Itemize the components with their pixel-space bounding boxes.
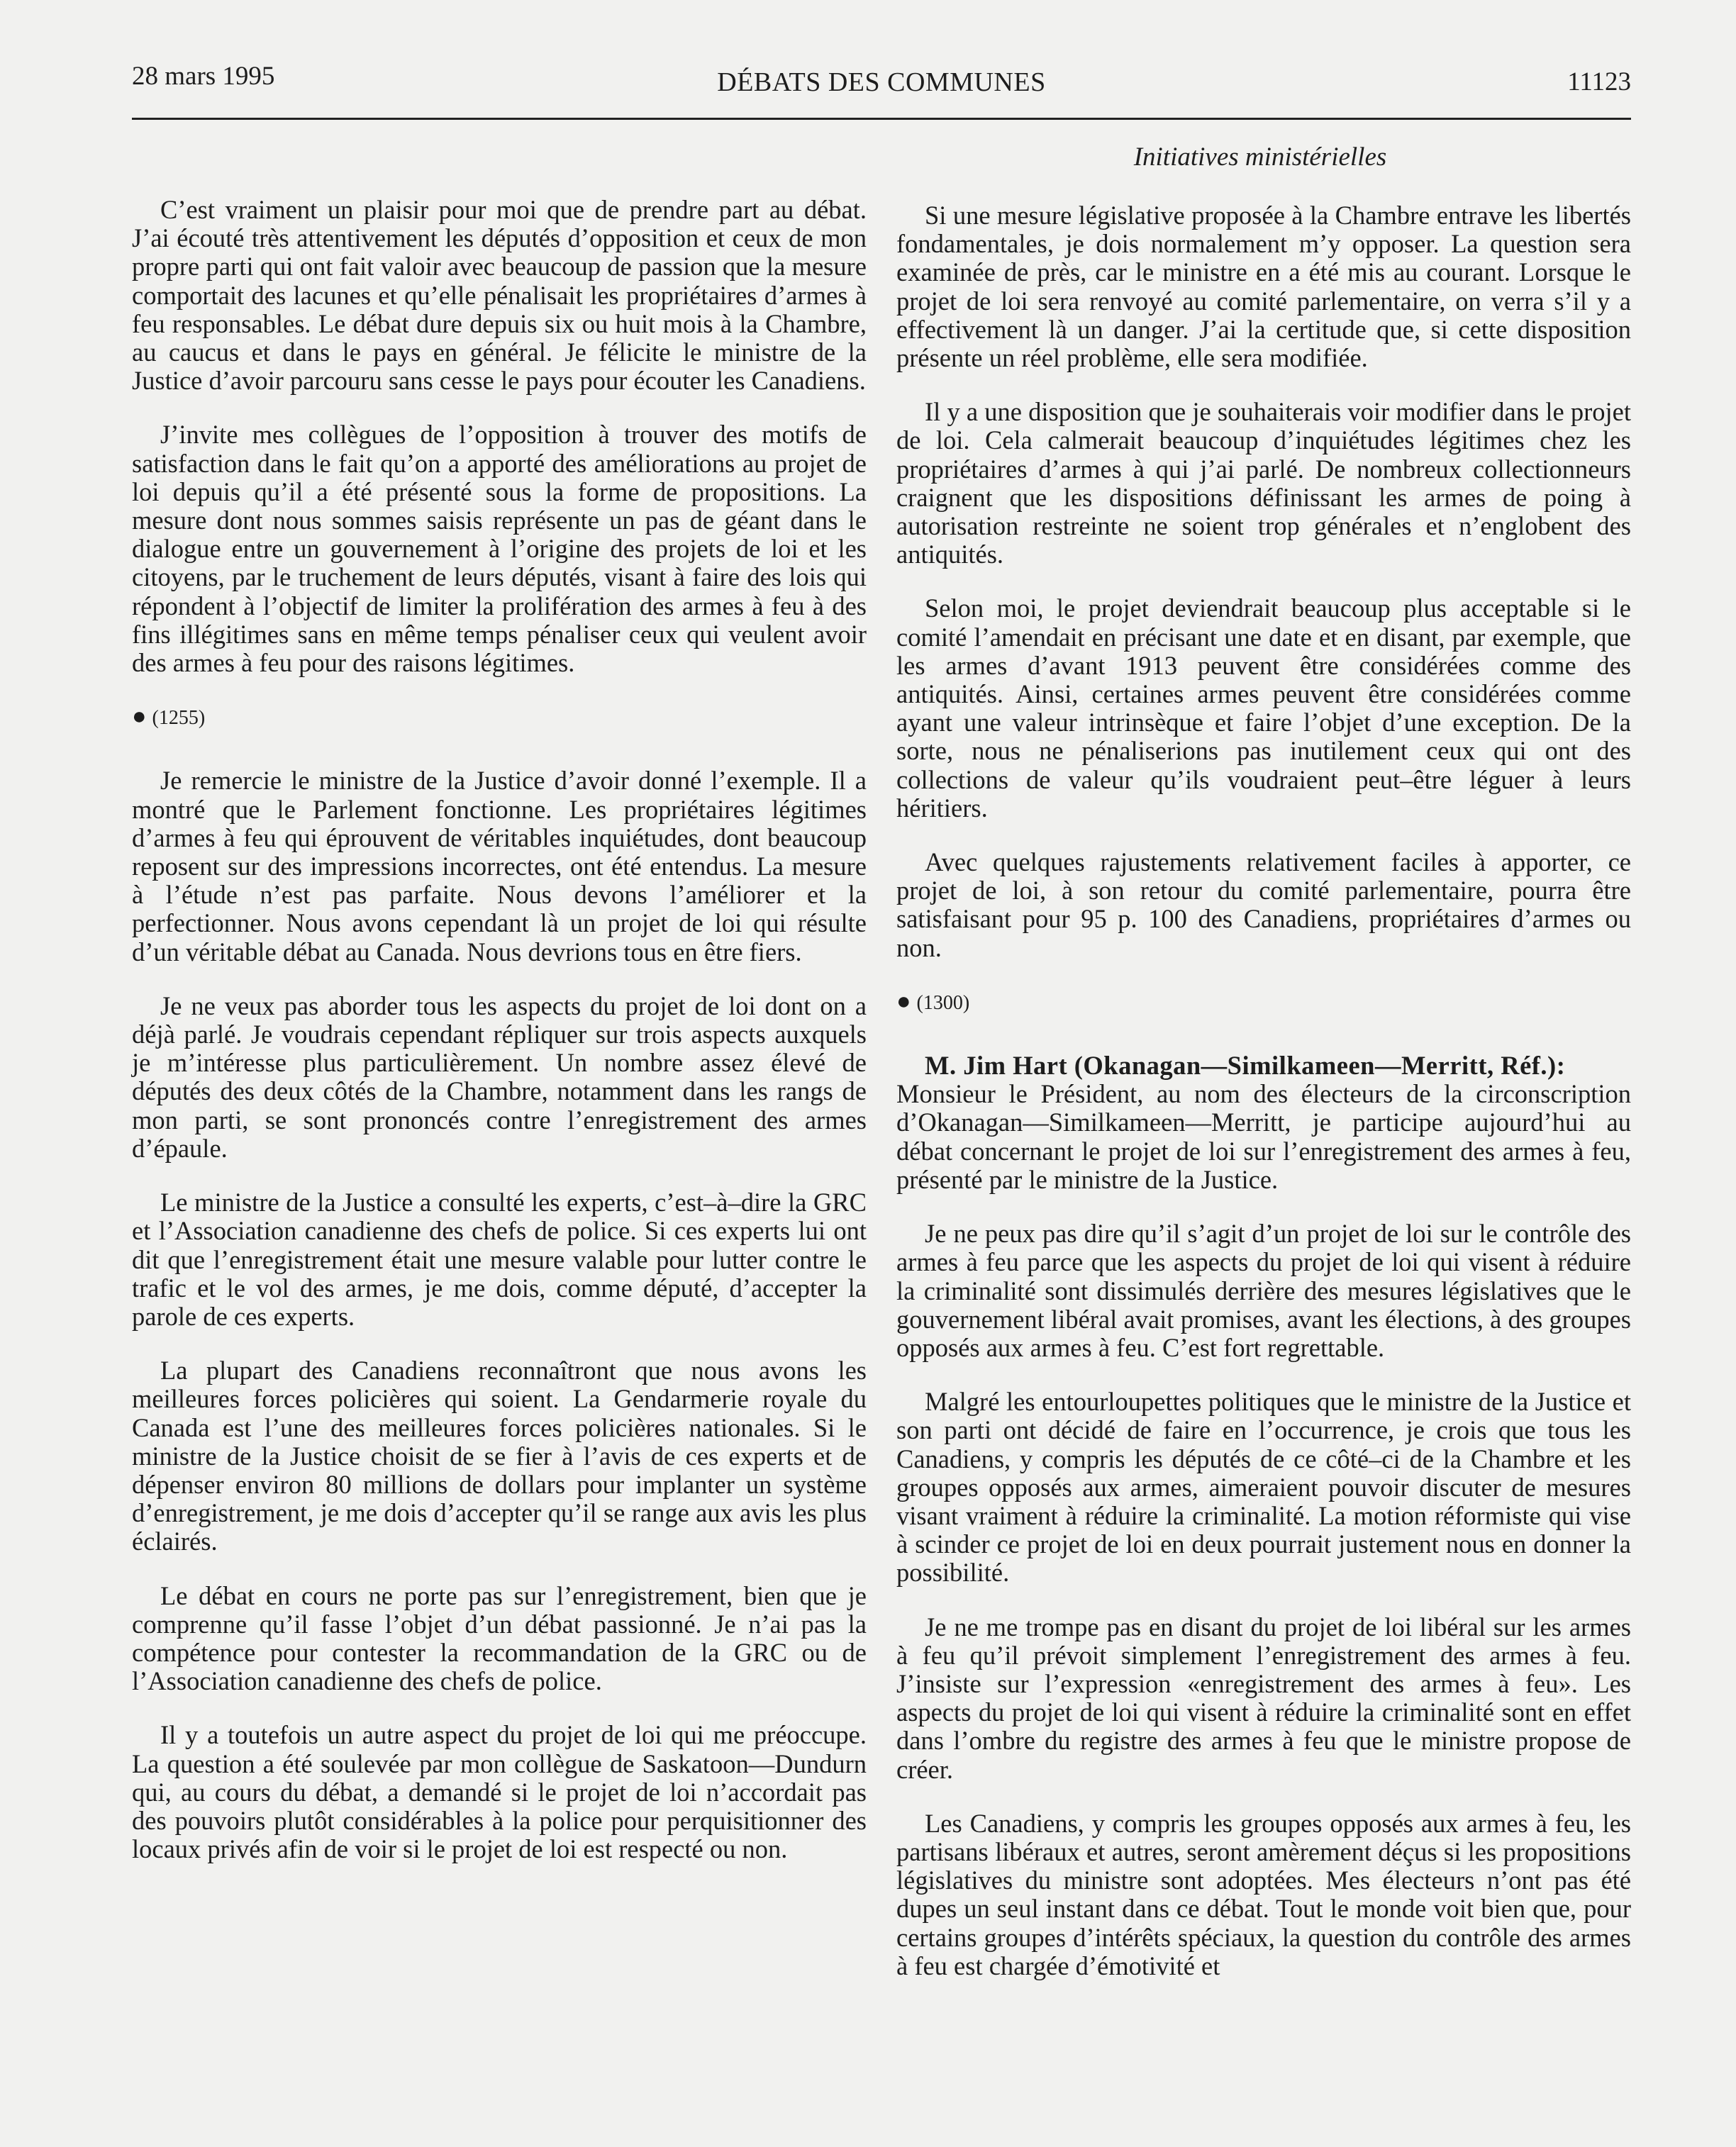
- speech-text: Monsieur le Président, au nom des électeurs de la circonscription d’Okanagan—Similkameen—Merritt, je participe aujourd’hui au débat concernant le projet de loi sur l’enregistrement des armes à feu, présenté par le ministre de la Justice.: [896, 1079, 1631, 1194]
- bullet-icon: ●: [896, 988, 911, 1015]
- paragraph: Je remercie le ministre de la Justice d’avoir donné l’exemple. Il a montré que le Parlement fonctionne. Les propriétaires légitimes d’armes à feu qui éprouvent de véritables inquiétudes, dont beaucoup reposent sur des impressions incorrectes, ont été entendus. La mesure à l’étude n’est pas parfaite. Nous devons l’améliorer et la perfectionner. Nous avons cependant là un projet de loi qui résulte d’un véritable débat au Canada. Nous devrions tous en être fiers.: [132, 766, 867, 966]
- paragraph: Je ne peux pas dire qu’il s’agit d’un projet de loi sur le contrôle des armes à feu parce que les aspects du projet de loi qui visent à réduire la criminalité sont dissimulés derrière des mesures législatives que le gouvernement libéral avait promises, avant les élections, à des groupes opposés aux armes à feu. C’est fort regrettable.: [896, 1219, 1631, 1362]
- paragraph: Si une mesure législative proposée à la Chambre entrave les libertés fondamentales, je dois normalement m’y opposer. La question sera examinée de près, car le ministre en a été mis au courant. Lorsque le projet de loi sera renvoyé au comité parlementaire, on verra s’il y a effectivement là un danger. J’ai la certitude que, si cette disposition présente un réel problème, elle sera modifiée.: [896, 201, 1631, 373]
- paragraph: Les Canadiens, y compris les groupes opposés aux armes à feu, les partisans libéraux et autres, seront amèrement déçus si les propositions législatives du ministre sont adoptées. Mes électeurs n’ont pas été dupes un seul instant dans ce débat. Tout le monde voit bien que, pour certains groupes d’intérêts spéciaux, la question du contrôle des armes à feu est chargée d’émotivité et: [896, 1808, 1631, 1980]
- paragraph: C’est vraiment un plaisir pour moi que de prendre part au débat. J’ai écouté très attentivement les députés d’opposition et ceux de mon propre parti qui ont fait valoir avec beaucoup de passion que la mesure comportait des lacunes et qu’elle pénalisait les propriétaires d’armes à feu responsables. Le débat dure depuis six ou huit mois à la Chambre, au caucus et dans le pays en général. Je félicite le ministre de la Justice d’avoir parcouru sans cesse le pays pour écouter les Canadiens.: [132, 195, 867, 396]
- header-date: 28 mars 1995: [132, 62, 275, 91]
- paragraph: Je ne me trompe pas en disant du projet de loi libéral sur les armes à feu qu’il prévoit simplement l’enregistrement des armes à feu. J’insiste sur l’expression «enregistrement des armes à feu». Les aspects du projet de loi qui visent à réduire la criminalité sont en effet dans l’ombre du registre des armes à feu que le ministre propose de créer.: [896, 1612, 1631, 1784]
- right-column: [896, 201, 1631, 2006]
- paragraph: Le débat en cours ne porte pas sur l’enregistrement, bien que je comprenne qu’il fasse l’objet d’un débat passionné. Je n’ai pas la compétence pour contester la recommandation de la GRC ou de l’Association canadienne des chefs de police.: [132, 1580, 867, 1696]
- paragraph: La plupart des Canadiens reconnaîtront que nous avons les meilleures forces policières qui soient. La Gendarmerie royale du Canada est l’une des meilleures forces policières nationales. Si le ministre de la Justice choisit de se fier à l’avis de ces experts et de dépenser environ 80 millions de dollars pour implanter un système d’enregistrement, je me dois d’accepter qu’il se range aux avis les plus éclairés.: [132, 1356, 867, 1556]
- bullet-icon: ●: [132, 703, 147, 730]
- header-rule: [132, 118, 1631, 120]
- paragraph: Il y a toutefois un autre aspect du projet de loi qui me préoccupe. La question a été soulevée par mon collègue de Saskatoon—Dundurn qui, au cours du débat, a demandé si le projet de loi n’accordait pas des pouvoirs plutôt considérables à la police pour perquisitionner des locaux privés afin de voir si le projet de loi est respecté ou non.: [132, 1720, 867, 1864]
- header-page-number: 11123: [1567, 67, 1631, 96]
- left-column: [132, 196, 867, 1889]
- paragraph: Malgré les entourloupettes politiques que le ministre de la Justice et son parti ont décidé de faire en l’occurrence, je crois que tous les Canadiens, y compris les députés de ce côté–ci de la Chambre et les groupes opposés aux armes, aimeraient pouvoir discuter de mesures visant vraiment à réduire la criminalité. La motion réformiste qui vise à scinder ce projet de loi en deux pourrait justement nous en donner la possibilité.: [896, 1387, 1631, 1588]
- speech-paragraph: [896, 1052, 1631, 1194]
- paragraph: Selon moi, le projet deviendrait beaucoup plus acceptable si le comité l’amendait en précisant une date et en disant, par exemple, que les armes d’avant 1913 peuvent être considérées comme des antiquités. Ainsi, certaines armes peuvent être considérées comme ayant une valeur intrinsèque et faire l’objet d’une exception. De la sorte, nous ne pénaliserions pas inutilement ceux qui ont des collections de valeur qu’ils voudraient peut–être léguer à leurs héritiers.: [896, 593, 1631, 822]
- page-header: [132, 61, 1631, 111]
- paragraph: Il y a une disposition que je souhaiterais voir modifier dans le projet de loi. Cela calmerait beaucoup d’inquiétudes légitimes chez les propriétaires d’armes à qui j’ai parlé. De nombreux collectionneurs craignent que les dispositions définissant les armes de poing à autorisation restreinte ne soient trop générales et n’englobent des antiquités.: [896, 397, 1631, 569]
- header-title: DÉBATS DES COMMUNES: [717, 67, 1046, 97]
- speaker-name: M. Jim Hart (Okanagan—Similkameen—Merritt, Réf.):: [925, 1051, 1566, 1081]
- time-marker-label: (1255): [152, 707, 206, 730]
- paragraph: Le ministre de la Justice a consulté les experts, c’est–à–dire la GRC et l’Association canadienne des chefs de police. Si ces experts lui ont dit que l’enregistrement était une mesure valable pour lutter contre le trafic et le vol des armes, je me dois, comme député, d’accepter la parole de ces experts.: [132, 1188, 867, 1331]
- paragraph: Avec quelques rajustements relativement faciles à apporter, ce projet de loi, à son retour du comité parlementaire, pourra être satisfaisant pour 95 p. 100 des Canadiens, propriétaires d’armes ou non.: [896, 847, 1631, 962]
- time-marker: [896, 988, 1631, 1017]
- section-label: Initiatives ministérielles: [1133, 143, 1387, 172]
- time-marker-label: (1300): [916, 991, 970, 1014]
- paragraph: J’invite mes collègues de l’opposition à trouver des motifs de satisfaction dans le fait qu’on a apporté des améliorations au projet de loi depuis qu’il a été présenté sous la forme de propositions. La mesure dont nous sommes saisis représente un pas de géant dans le dialogue entre un gouvernement à l’origine des projets de loi et les citoyens, par le truchement de leurs députés, visant à faire des lois qui répondent à l’objectif de limiter la prolifération des armes à feu à des fins illégitimes sans en même temps pénaliser ceux qui veulent avoir des armes à feu pour des raisons légitimes.: [132, 420, 867, 678]
- paragraph: Je ne veux pas aborder tous les aspects du projet de loi dont on a déjà parlé. Je voudrais cependant répliquer sur trois aspects auxquels je m’intéresse plus particulièrement. Un nombre assez élevé de députés des deux côtés de la Chambre, notamment dans les rangs de mon parti, se sont prononcés contre l’enregistrement des armes d’épaule.: [132, 991, 867, 1163]
- time-marker: [132, 703, 867, 732]
